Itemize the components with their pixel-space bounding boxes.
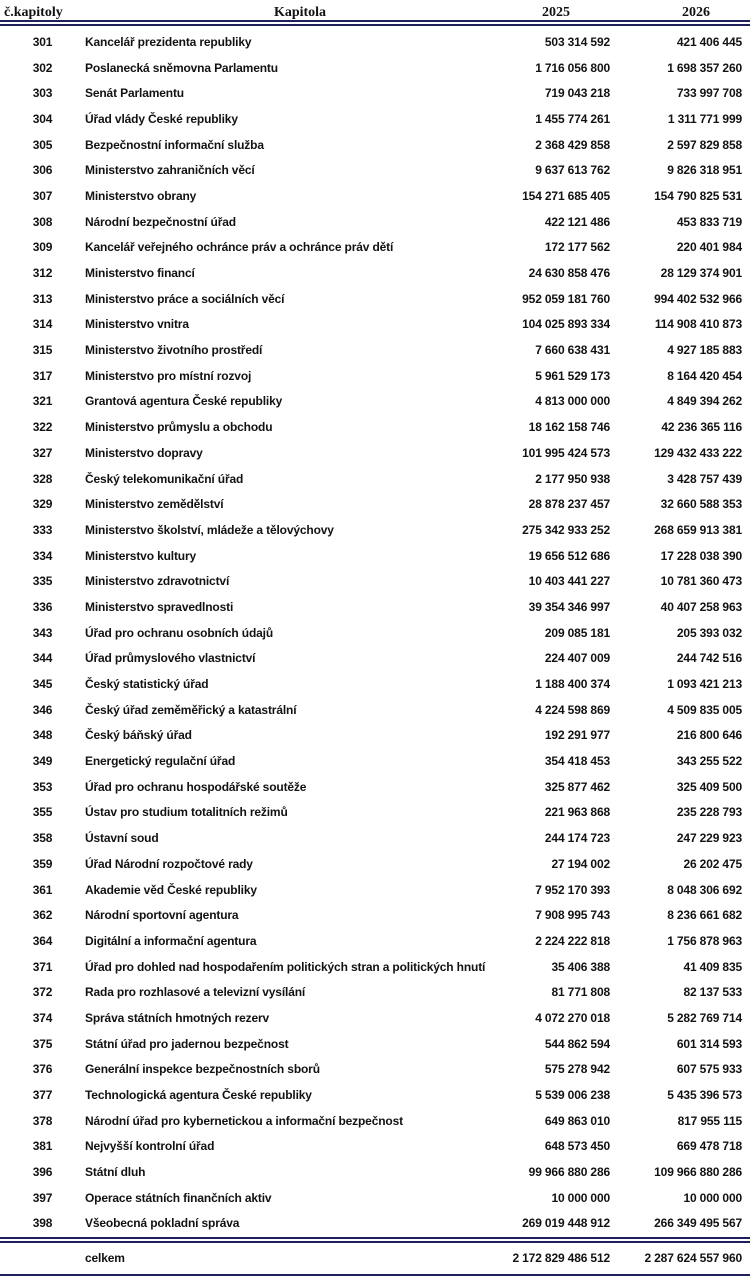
chapter-number: 321: [32, 394, 53, 409]
value-2025: 503 314 592: [544, 34, 610, 49]
value-2026: 244 742 516: [676, 651, 742, 666]
chapter-name: Ministerstvo kultury: [85, 548, 197, 563]
value-2026: 1 093 421 213: [667, 677, 742, 692]
chapter-name: Úřad pro ochranu hospodářské soutěže: [85, 779, 307, 794]
chapter-number: 355: [32, 805, 53, 820]
chapter-name: Ústavní soud: [85, 831, 159, 846]
table-row: [0, 774, 750, 800]
table-row: [0, 337, 750, 363]
chapter-number: 371: [32, 959, 53, 974]
value-2025: 7 952 170 393: [535, 882, 610, 897]
value-2025: 35 406 388: [551, 959, 610, 974]
column-header-2025: 2025: [542, 5, 570, 20]
table-row: [0, 80, 750, 106]
value-2025: 1 188 400 374: [535, 677, 610, 692]
table-row: [0, 1082, 750, 1108]
value-2026: 109 966 880 286: [654, 1165, 742, 1180]
chapter-name: Senát Parlamentu: [85, 86, 184, 101]
table-row: [0, 877, 750, 903]
value-2025: 575 278 942: [544, 1062, 610, 1077]
chapter-name: Český úřad zeměměřický a katastrální: [85, 702, 297, 717]
value-2026: 205 393 032: [676, 625, 742, 640]
value-2025: 224 407 009: [544, 651, 610, 666]
chapter-number: 345: [32, 677, 53, 692]
chapter-number: 304: [32, 111, 53, 126]
chapter-number: 305: [32, 137, 53, 152]
table-row: [0, 979, 750, 1005]
value-2026: 1 756 878 963: [667, 933, 742, 948]
chapter-name: Národní bezpečnostní úřad: [85, 214, 236, 229]
value-2026: 8 048 306 692: [667, 882, 742, 897]
table-row: [0, 1159, 750, 1185]
table-row: [0, 800, 750, 826]
table-row: [0, 260, 750, 286]
value-2025: 2 177 950 938: [535, 471, 610, 486]
value-2026: 32 660 588 353: [660, 497, 742, 512]
chapter-number: 376: [32, 1062, 53, 1077]
value-2026: 8 236 661 682: [667, 908, 742, 923]
chapter-name: Ministerstvo práce a sociálních věcí: [85, 291, 285, 306]
value-2026: 82 137 533: [683, 985, 742, 1000]
value-2025: 192 291 977: [544, 728, 610, 743]
chapter-number: 362: [32, 908, 53, 923]
value-2025: 7 660 638 431: [535, 343, 610, 358]
table-row: [0, 646, 750, 672]
chapter-name: Ministerstvo obrany: [85, 188, 197, 203]
table-row: [0, 414, 750, 440]
value-2026: 421 406 445: [676, 34, 742, 49]
chapter-name: Technologická agentura České republiky: [85, 1088, 312, 1103]
table-row: [0, 1185, 750, 1211]
table-row: [0, 723, 750, 749]
chapter-name: Digitální a informační agentura: [85, 933, 257, 948]
value-2026: 216 800 646: [676, 728, 742, 743]
table-row: [0, 312, 750, 338]
chapter-name: Úřad průmyslového vlastnictví: [85, 651, 256, 666]
chapter-name: Národní sportovní agentura: [85, 908, 239, 923]
value-2026: 235 228 793: [676, 805, 742, 820]
value-2026: 3 428 757 439: [667, 471, 742, 486]
chapter-name: Kancelář prezidenta republiky: [85, 34, 252, 49]
value-2025: 354 418 453: [544, 754, 610, 769]
chapter-number: 336: [32, 599, 53, 614]
value-2026: 325 409 500: [676, 779, 742, 794]
table-row: [0, 1211, 750, 1237]
chapter-name: Ministerstvo životního prostředí: [85, 343, 263, 358]
value-2025: 172 177 562: [544, 240, 610, 255]
value-2026: 129 432 433 222: [654, 445, 742, 460]
chapter-name: Ministerstvo spravedlnosti: [85, 599, 234, 614]
table-row: [0, 620, 750, 646]
table-row: [0, 517, 750, 543]
chapter-name: Ministerstvo vnitra: [85, 317, 189, 332]
table-row: [0, 389, 750, 415]
chapter-number: 377: [32, 1088, 53, 1103]
chapter-number: 358: [32, 831, 53, 846]
chapter-number: 344: [32, 651, 53, 666]
chapter-number: 303: [32, 86, 53, 101]
chapter-name: Ministerstvo školství, mládeže a tělovýchovy: [85, 522, 334, 537]
value-2026: 1 311 771 999: [667, 111, 742, 126]
chapter-name: Národní úřad pro kybernetickou a informační bezpečnost: [85, 1113, 403, 1128]
chapter-name: Grantová agentura České republiky: [85, 394, 283, 409]
table-row: [0, 928, 750, 954]
column-header-2026: 2026: [682, 5, 710, 20]
table-row: [0, 902, 750, 928]
chapter-number: 348: [32, 728, 53, 743]
table-row: [0, 286, 750, 312]
table-row: [0, 594, 750, 620]
chapter-name: Ministerstvo průmyslu a obchodu: [85, 420, 273, 435]
value-2026: 10 000 000: [683, 1190, 742, 1205]
value-2025: 244 174 723: [544, 831, 610, 846]
table-row: [0, 1031, 750, 1057]
value-2026: 10 781 360 473: [660, 574, 742, 589]
chapter-name: Operace státních finančních aktiv: [85, 1190, 272, 1205]
value-2025: 544 862 594: [544, 1036, 610, 1051]
chapter-number: 309: [32, 240, 53, 255]
chapter-name: Český báňský úřad: [85, 728, 192, 743]
table-row: [0, 1108, 750, 1134]
table-row: [0, 851, 750, 877]
chapter-name: Bezpečnostní informační služba: [85, 137, 264, 152]
value-2025: 2 224 222 818: [535, 933, 610, 948]
value-2026: 4 849 394 262: [667, 394, 742, 409]
chapter-number: 364: [32, 933, 53, 948]
total-value-2026: 2 287 624 557 960: [644, 1251, 742, 1266]
chapter-name: Akademie věd České republiky: [85, 882, 257, 897]
column-header-chapter: Kapitola: [273, 5, 327, 20]
value-2026: 733 997 708: [676, 86, 742, 101]
table-row: [0, 55, 750, 81]
chapter-name: Český statistický úřad: [85, 677, 209, 692]
chapter-name: Ministerstvo zdravotnictví: [85, 574, 230, 589]
chapter-number: 372: [32, 985, 53, 1000]
value-2026: 266 349 495 567: [654, 1216, 742, 1231]
chapter-name: Úřad pro ochranu osobních údajů: [85, 625, 274, 640]
chapter-name: Ministerstvo dopravy: [85, 445, 203, 460]
value-2026: 26 202 475: [683, 856, 742, 871]
table-row: [0, 1057, 750, 1083]
value-2025: 101 995 424 573: [522, 445, 610, 460]
value-2026: 42 236 365 116: [661, 420, 742, 435]
table-row: [0, 1134, 750, 1160]
value-2025: 5 961 529 173: [535, 368, 610, 383]
value-2025: 4 224 598 869: [535, 702, 610, 717]
value-2025: 18 162 158 746: [528, 420, 610, 435]
chapter-name: Ministerstvo zemědělství: [85, 497, 224, 512]
total-value-2025: 2 172 829 486 512: [512, 1251, 610, 1266]
value-2026: 607 575 933: [676, 1062, 742, 1077]
value-2025: 209 085 181: [544, 625, 610, 640]
value-2025: 221 963 868: [544, 805, 610, 820]
chapter-name: Ministerstvo pro místní rozvoj: [85, 368, 252, 383]
value-2025: 81 771 808: [551, 985, 610, 1000]
value-2025: 99 966 880 286: [528, 1165, 610, 1180]
value-2026: 669 478 718: [676, 1139, 742, 1154]
table-row: [0, 748, 750, 774]
value-2026: 41 409 835: [683, 959, 742, 974]
value-2026: 4 927 185 883: [667, 343, 742, 358]
chapter-name: Státní dluh: [85, 1165, 146, 1180]
chapter-number: 327: [32, 445, 53, 460]
value-2025: 39 354 346 997: [528, 599, 610, 614]
value-2025: 5 539 006 238: [535, 1088, 610, 1103]
chapter-number: 328: [32, 471, 53, 486]
chapter-name: Ministerstvo zahraničních věcí: [85, 163, 255, 178]
value-2025: 28 878 237 457: [528, 497, 610, 512]
value-2026: 220 401 984: [676, 240, 742, 255]
value-2025: 1 716 056 800: [535, 60, 610, 75]
chapter-name: Všeobecná pokladní správa: [85, 1216, 240, 1231]
chapter-number: 396: [32, 1165, 53, 1180]
chapter-number: 313: [32, 291, 53, 306]
value-2026: 2 597 829 858: [667, 137, 742, 152]
table-row: [0, 157, 750, 183]
value-2026: 28 129 374 901: [660, 266, 742, 281]
table-header-row: [0, 0, 750, 26]
chapter-name: Správa státních hmotných rezerv: [85, 1010, 270, 1025]
chapter-name: Úřad vlády České republiky: [85, 111, 238, 126]
table-row: [0, 132, 750, 158]
chapter-number: 398: [32, 1216, 53, 1231]
value-2026: 268 659 913 381: [654, 522, 742, 537]
table-footer: [0, 1237, 750, 1273]
table-row: [0, 183, 750, 209]
chapter-number: 349: [32, 754, 53, 769]
table-row: [0, 543, 750, 569]
chapter-number: 329: [32, 497, 53, 512]
value-2025: 4 813 000 000: [535, 394, 610, 409]
chapter-number: 307: [32, 188, 53, 203]
value-2026: 40 407 258 963: [660, 599, 742, 614]
value-2026: 154 790 825 531: [654, 188, 742, 203]
value-2026: 5 282 769 714: [667, 1010, 742, 1025]
value-2025: 24 630 858 476: [528, 266, 610, 281]
chapter-number: 306: [32, 163, 53, 178]
chapter-number: 312: [32, 266, 53, 281]
bottom-rule: [0, 1274, 750, 1276]
table-row: [0, 1005, 750, 1031]
table-row: [0, 568, 750, 594]
chapter-number: 381: [32, 1139, 53, 1154]
value-2026: 17 228 038 390: [660, 548, 742, 563]
chapter-name: Poslanecká sněmovna Parlamentu: [85, 60, 278, 75]
chapter-name: Kancelář veřejného ochránce práv a ochránce práv dětí: [85, 240, 394, 255]
chapter-number: 359: [32, 856, 53, 871]
value-2025: 2 368 429 858: [535, 137, 610, 152]
value-2025: 648 573 450: [544, 1139, 610, 1154]
chapter-number: 378: [32, 1113, 53, 1128]
table-row: [0, 825, 750, 851]
chapter-number: 374: [32, 1010, 53, 1025]
chapter-number: 353: [32, 779, 53, 794]
value-2026: 994 402 532 966: [654, 291, 742, 306]
value-2025: 10 403 441 227: [528, 574, 610, 589]
value-2025: 4 072 270 018: [535, 1010, 610, 1025]
table-row: [0, 671, 750, 697]
table-row: [0, 209, 750, 235]
chapter-number: 335: [32, 574, 53, 589]
chapter-number: 317: [32, 368, 53, 383]
value-2026: 453 833 719: [676, 214, 742, 229]
value-2025: 719 043 218: [544, 86, 610, 101]
chapter-number: 301: [32, 34, 53, 49]
value-2025: 7 908 995 743: [535, 908, 610, 923]
chapter-name: Generální inspekce bezpečnostních sborů: [85, 1062, 320, 1077]
chapter-number: 333: [32, 522, 53, 537]
value-2026: 9 826 318 951: [667, 163, 742, 178]
value-2026: 343 255 522: [676, 754, 742, 769]
value-2025: 952 059 181 760: [522, 291, 610, 306]
chapter-number: 361: [32, 882, 53, 897]
chapter-number: 322: [32, 420, 53, 435]
chapter-number: 397: [32, 1190, 53, 1205]
value-2025: 9 637 613 762: [535, 163, 610, 178]
column-header-chapter-no: č.kapitoly: [4, 5, 63, 20]
chapter-name: Ústav pro studium totalitních režimů: [85, 805, 288, 820]
value-2026: 4 509 835 005: [667, 702, 742, 717]
value-2025: 154 271 685 405: [522, 188, 610, 203]
chapter-number: 375: [32, 1036, 53, 1051]
chapter-number: 343: [32, 625, 53, 640]
table-row: [0, 440, 750, 466]
value-2026: 601 314 593: [676, 1036, 742, 1051]
value-2025: 325 877 462: [544, 779, 610, 794]
value-2025: 269 019 448 912: [522, 1216, 610, 1231]
value-2025: 104 025 893 334: [522, 317, 610, 332]
value-2025: 10 000 000: [551, 1190, 610, 1205]
value-2025: 275 342 933 252: [522, 522, 610, 537]
chapter-number: 308: [32, 214, 53, 229]
chapter-number: 334: [32, 548, 53, 563]
chapter-name: Úřad Národní rozpočtové rady: [85, 856, 253, 871]
value-2025: 1 455 774 261: [535, 111, 610, 126]
value-2025: 27 194 002: [551, 856, 610, 871]
chapter-name: Státní úřad pro jadernou bezpečnost: [85, 1036, 289, 1051]
chapter-name: Energetický regulační úřad: [85, 754, 236, 769]
chapter-name: Nejvyšší kontrolní úřad: [85, 1139, 215, 1154]
table-row: [0, 697, 750, 723]
table-row: [0, 363, 750, 389]
table-row: [0, 491, 750, 517]
value-2026: 8 164 420 454: [667, 368, 742, 383]
value-2025: 649 863 010: [544, 1113, 610, 1128]
value-2026: 5 435 396 573: [667, 1088, 742, 1103]
value-2026: 1 698 357 260: [667, 60, 742, 75]
chapter-name: Rada pro rozhlasové a televizní vysílání: [85, 985, 306, 1000]
value-2026: 817 955 115: [677, 1113, 742, 1128]
chapter-number: 302: [32, 60, 53, 75]
table-row: [0, 106, 750, 132]
chapter-number: 346: [32, 702, 53, 717]
value-2025: 19 656 512 686: [528, 548, 610, 563]
chapter-number: 314: [32, 317, 53, 332]
table-row: [0, 235, 750, 261]
chapter-name: Ministerstvo financí: [85, 266, 195, 281]
table-body: [0, 26, 750, 1236]
total-label: celkem: [85, 1251, 125, 1266]
total-row: [0, 1243, 750, 1273]
chapter-name: Český telekomunikační úřad: [85, 471, 244, 486]
table-row: [0, 954, 750, 980]
table-row: [0, 466, 750, 492]
value-2025: 422 121 486: [544, 214, 610, 229]
chapter-name: Úřad pro dohled nad hospodařením politických stran a politických hnutí: [85, 959, 486, 974]
value-2026: 114 908 410 873: [654, 317, 742, 332]
table-row: [0, 29, 750, 55]
chapter-number: 315: [32, 343, 53, 358]
value-2026: 247 229 923: [676, 831, 742, 846]
